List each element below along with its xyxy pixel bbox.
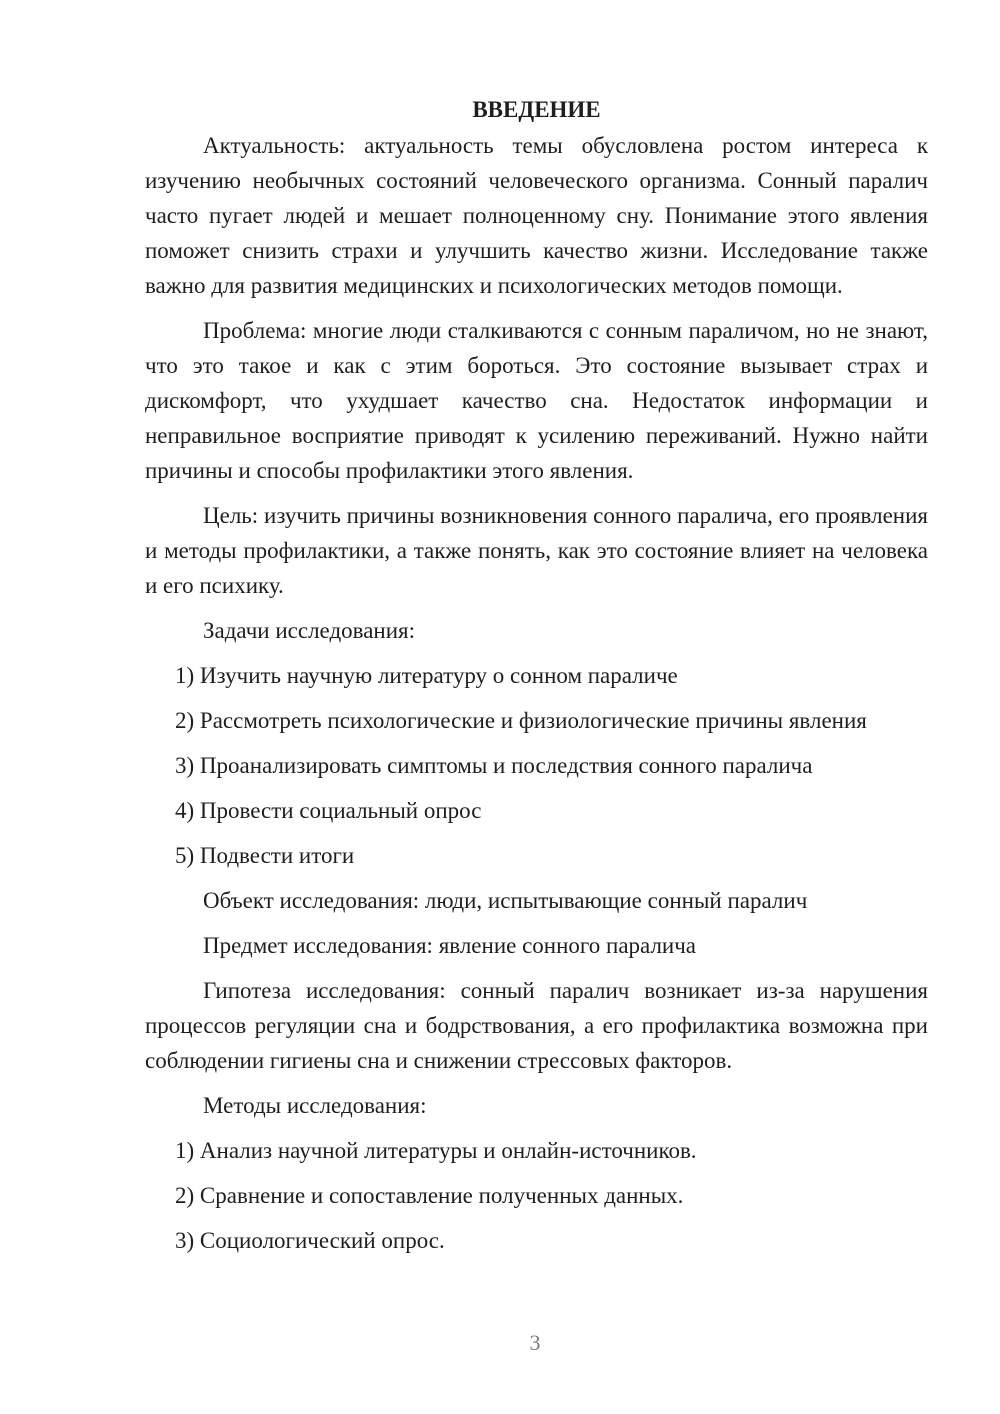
method-item: 3) Социологический опрос. xyxy=(175,1228,445,1253)
task-item: 3) Проанализировать симптомы и последствия сонного паралича xyxy=(175,753,813,778)
task-item: 5) Подвести итоги xyxy=(175,843,355,868)
goal-paragraph: Цель: изучить причины возникновения сонного паралича, его проявления и методы профилактики, а также понять, как это состояние влияет на человека и его психику. xyxy=(145,503,928,598)
hypothesis-paragraph: Гипотеза исследования: сонный паралич возникает из-за нарушения процессов регуляции сна и бодрствования, а его профилактика возможна при соблюдении гигиены сна и снижении стрессовых факторов. xyxy=(145,978,928,1073)
relevance-paragraph: Актуальность: актуальность темы обусловлена ростом интереса к изучению необычных состояний человеческого организма. Сонный паралич часто пугает людей и мешает полноценному сну. Понимание этого явления поможет снизить страхи и улучшить качество жизни. Исследование также важно для развития медицинских и психологических методов помощи. xyxy=(145,133,928,298)
task-item: 1) Изучить научную литературу о сонном параличе xyxy=(175,663,678,688)
task-item: 2) Рассмотреть психологические и физиологические причины явления xyxy=(175,708,867,733)
task-item: 4) Провести социальный опрос xyxy=(175,798,482,823)
method-item: 1) Анализ научной литературы и онлайн-источников. xyxy=(175,1138,697,1163)
subject-line: Предмет исследования: явление сонного паралича xyxy=(203,933,697,958)
object-line: Объект исследования: люди, испытывающие сонный паралич xyxy=(203,888,808,913)
methods-heading: Методы исследования: xyxy=(203,1093,427,1118)
method-item: 2) Сравнение и сопоставление полученных данных. xyxy=(175,1183,684,1208)
page-number: 3 xyxy=(529,1330,541,1355)
tasks-list xyxy=(145,658,928,873)
problem-paragraph: Проблема: многие люди сталкиваются с сонным параличом, но не знают, что это такое и как с этим бороться. Это состояние вызывает страх и дискомфорт, что ухудшает качество сна. Недостаток информации и неправильное восприятие приводят к усилению переживаний. Нужно найти причины и способы профилактики этого явления. xyxy=(145,318,928,483)
methods-list xyxy=(145,1133,928,1258)
document-page xyxy=(145,92,928,1268)
tasks-heading: Задачи исследования: xyxy=(203,618,416,643)
section-heading: ВВЕДЕНИЕ xyxy=(472,97,601,122)
